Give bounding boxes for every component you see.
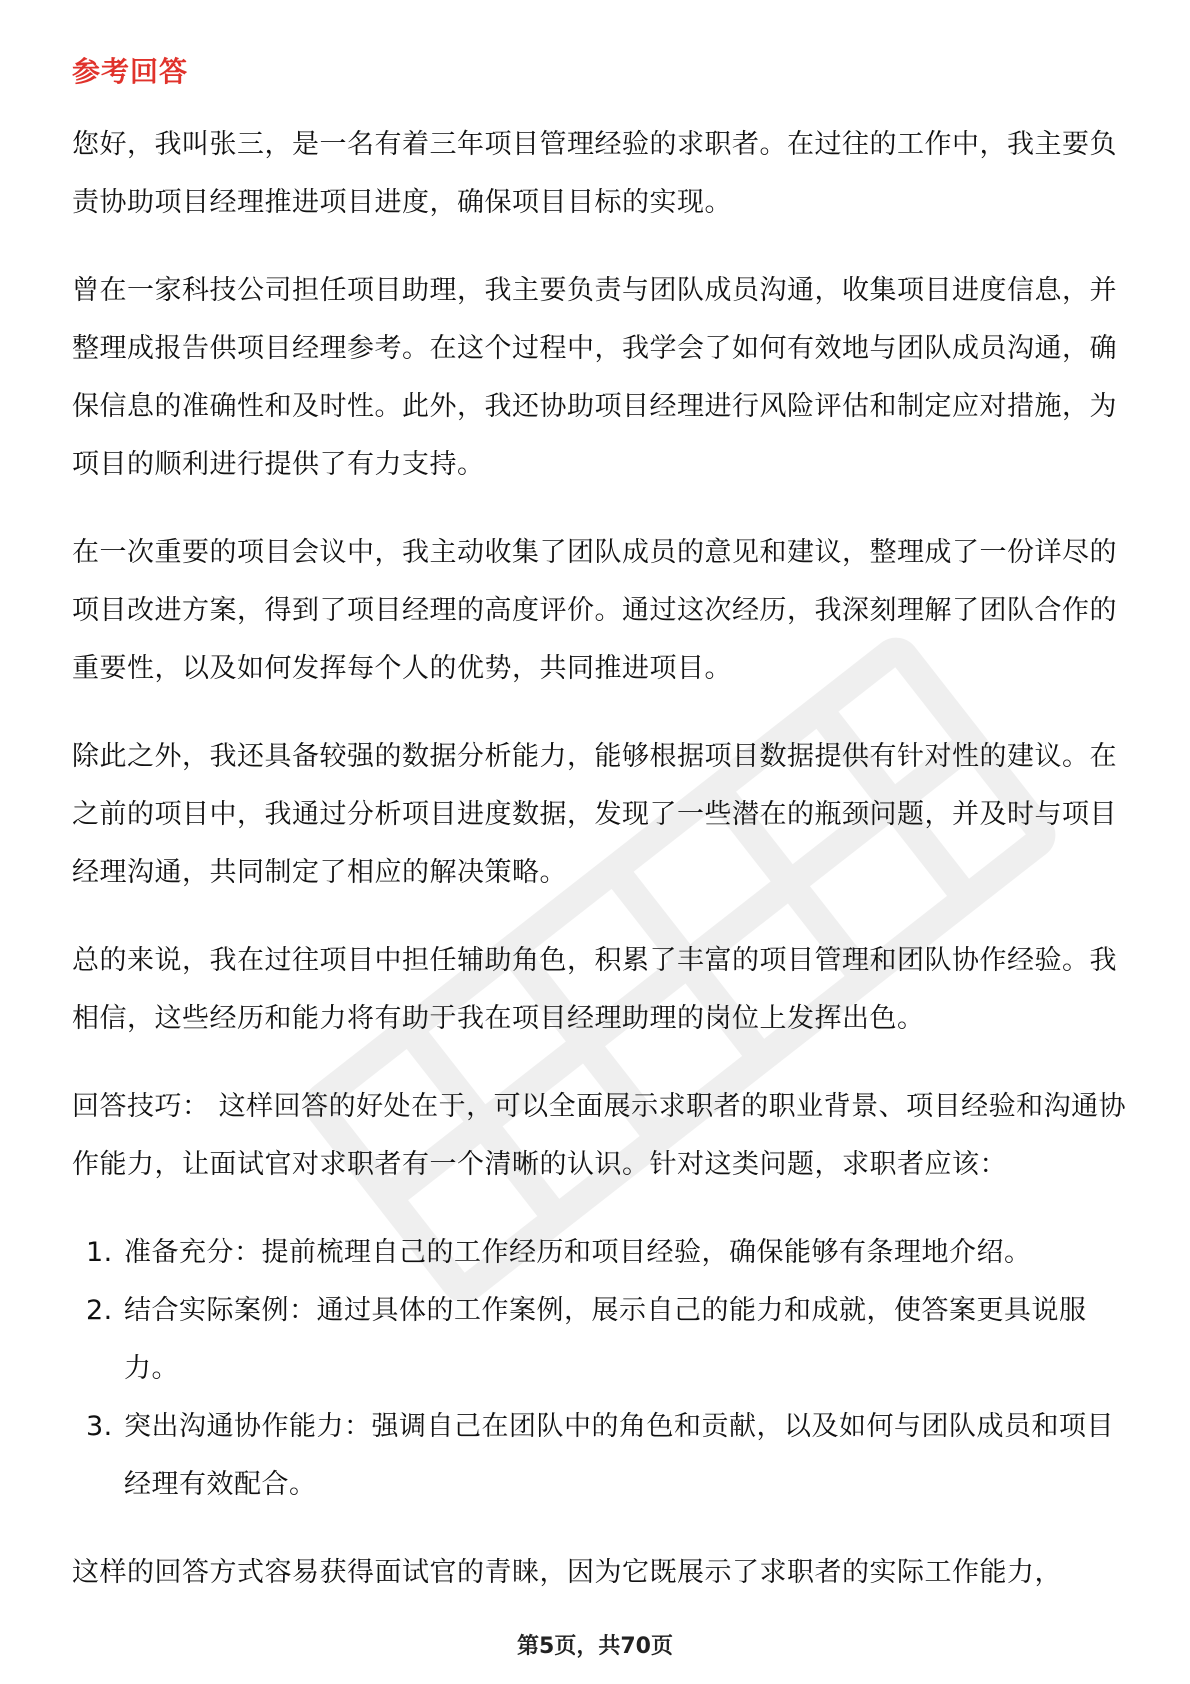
paragraph-intro: 您好，我叫张三，是一名有着三年项目管理经验的求职者。在过往的工作中，我主要负责协助项目经理推进项目进度，确保项目目标的实现。 [72, 129, 1117, 218]
list-item-text: 结合实际案例：通过具体的工作案例，展示自己的能力和成就，使答案更具说服力。 [124, 1295, 1087, 1384]
list-item [72, 1398, 1132, 1514]
page-number: 第5页，共70页 [517, 1634, 673, 1659]
list-item-number: 2. [86, 1295, 113, 1326]
tips-list [72, 1224, 1132, 1514]
list-item-text: 准备充分：提前梳理自己的工作经历和项目经验，确保能够有条理地介绍。 [124, 1237, 1032, 1268]
list-item [72, 1224, 1132, 1282]
section-heading: 参考回答 [72, 55, 189, 88]
paragraph-data-analysis: 除此之外，我还具备较强的数据分析能力，能够根据项目数据提供有针对性的建议。在之前的项目中，我通过分析项目进度数据，发现了一些潜在的瓶颈问题，并及时与项目经理沟通，共同制定了相应的解决策略。 [72, 741, 1117, 888]
paragraph-tips-intro: 回答技巧： 这样回答的好处在于，可以全面展示求职者的职业背景、项目经验和沟通协作能力，让面试官对求职者有一个清晰的认识。针对这类问题，求职者应该： [72, 1091, 1127, 1180]
paragraph-meeting: 在一次重要的项目会议中，我主动收集了团队成员的意见和建议，整理成了一份详尽的项目改进方案，得到了项目经理的高度评价。通过这次经历，我深刻理解了团队合作的重要性，以及如何发挥每个人的优势，共同推进项目。 [72, 537, 1117, 684]
paragraph-experience: 曾在一家科技公司担任项目助理，我主要负责与团队成员沟通，收集项目进度信息，并整理成报告供项目经理参考。在这个过程中，我学会了如何有效地与团队成员沟通，确保信息的准确性和及时性。此外，我还协助项目经理进行风险评估和制定应对措施，为项目的顺利进行提供了有力支持。 [72, 275, 1117, 480]
list-item-number: 3. [86, 1411, 113, 1442]
list-item-text: 突出沟通协作能力：强调自己在团队中的角色和贡献，以及如何与团队成员和项目经理有效配合。 [124, 1411, 1114, 1500]
paragraph-closing: 这样的回答方式容易获得面试官的青睐，因为它既展示了求职者的实际工作能力， [72, 1557, 1062, 1588]
main-content [72, 48, 1132, 1602]
list-item-number: 1. [86, 1237, 113, 1268]
paragraph-summary: 总的来说，我在过往项目中担任辅助角色，积累了丰富的项目管理和团队协作经验。我相信，这些经历和能力将有助于我在项目经理助理的岗位上发挥出色。 [72, 945, 1117, 1034]
list-item [72, 1282, 1132, 1398]
